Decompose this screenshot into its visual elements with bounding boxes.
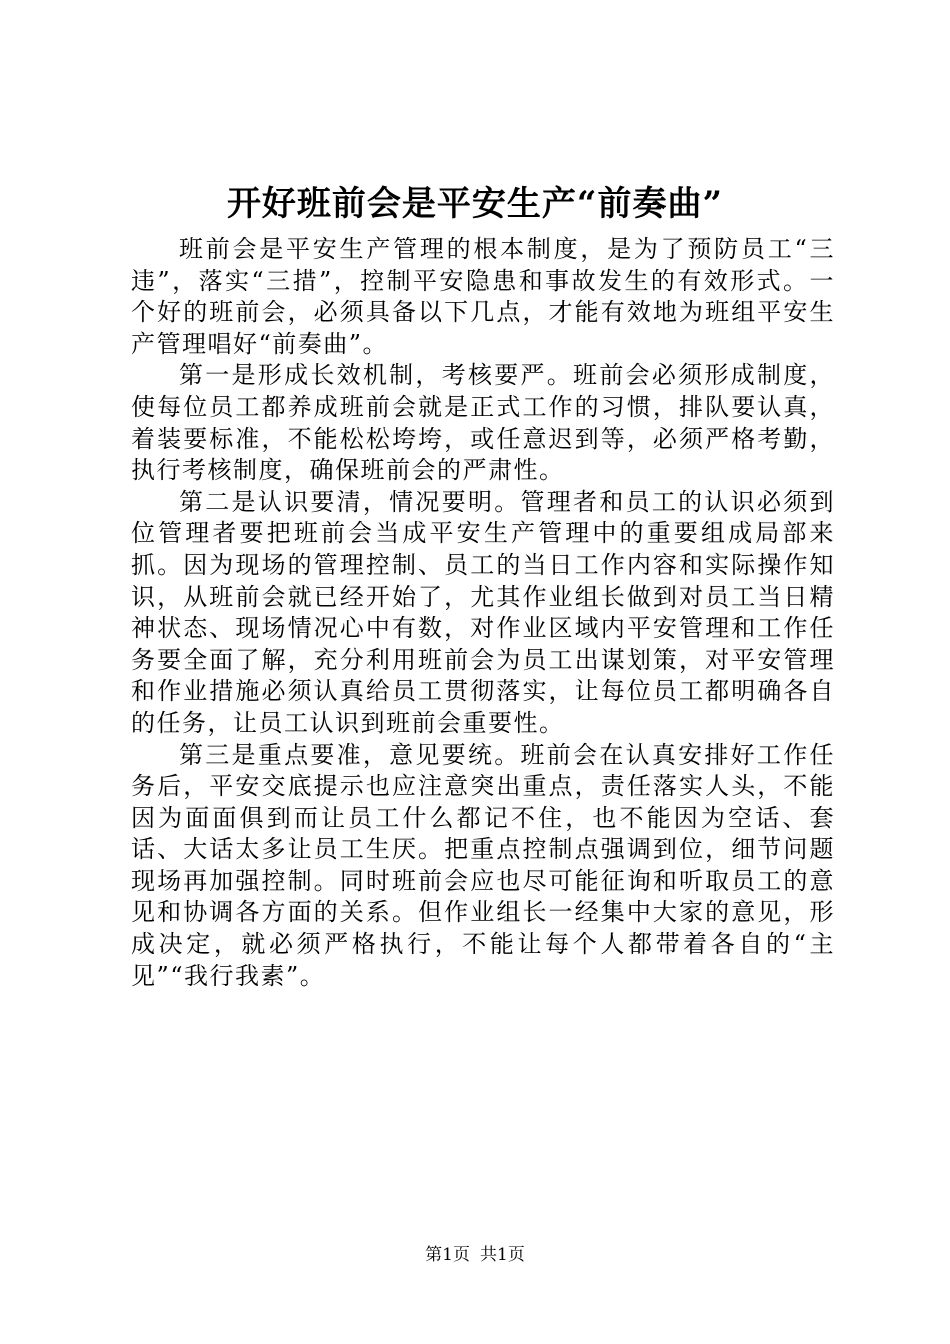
document-body	[131, 234, 835, 992]
paragraph-point-one: 第一是形成长效机制，考核要严。班前会必须形成制度，使每位员工都养成班前会就是正式工作的习惯，排队要认真，着装要标准，不能松松垮垮，或任意迟到等，必须严格考勤，执行考核制度，确保班前会的严肃性。	[131, 361, 835, 485]
page-number: 第1页	[425, 1245, 470, 1265]
paragraph-point-three: 第三是重点要准，意见要统。班前会在认真安排好工作任务后，平安交底提示也应注意突出重点，责任落实人头，不能因为面面俱到而让员工什么都记不住，也不能因为空话、套话、大话太多让员工生厌。把重点控制点强调到位，细节问题现场再加强控制。同时班前会应也尽可能征询和听取员工的意见和协调各方面的关系。但作业组长一经集中大家的意见，形成决定，就必须严格执行，不能让每个人都带着各自的“主见”“我行我素”。	[131, 740, 835, 990]
paragraph-intro: 班前会是平安生产管理的根本制度，是为了预防员工“三违”，落实“三措”，控制平安隐患和事故发生的有效形式。一个好的班前会，必须具备以下几点，才能有效地为班组平安生产管理唱好“前奏曲”。	[131, 235, 835, 358]
page-footer	[0, 1244, 950, 1266]
document-title: 开好班前会是平安生产“前奏曲”	[226, 184, 724, 224]
page-total: 共1页	[480, 1245, 525, 1265]
paragraph-point-two: 第二是认识要清，情况要明。管理者和员工的认识必须到位管理者要把班前会当成平安生产管理中的重要组成局部来抓。因为现场的管理控制、员工的当日工作内容和实际操作知识，从班前会就已经开始了，尤其作业组长做到对员工当日精神状态、现场情况心中有数，对作业区域内平安管理和工作任务要全面了解，充分利用班前会为员工出谋划策，对平安管理和作业措施必须认真给员工贯彻落实，让每位员工都明确各自的任务，让员工认识到班前会重要性。	[131, 487, 835, 737]
